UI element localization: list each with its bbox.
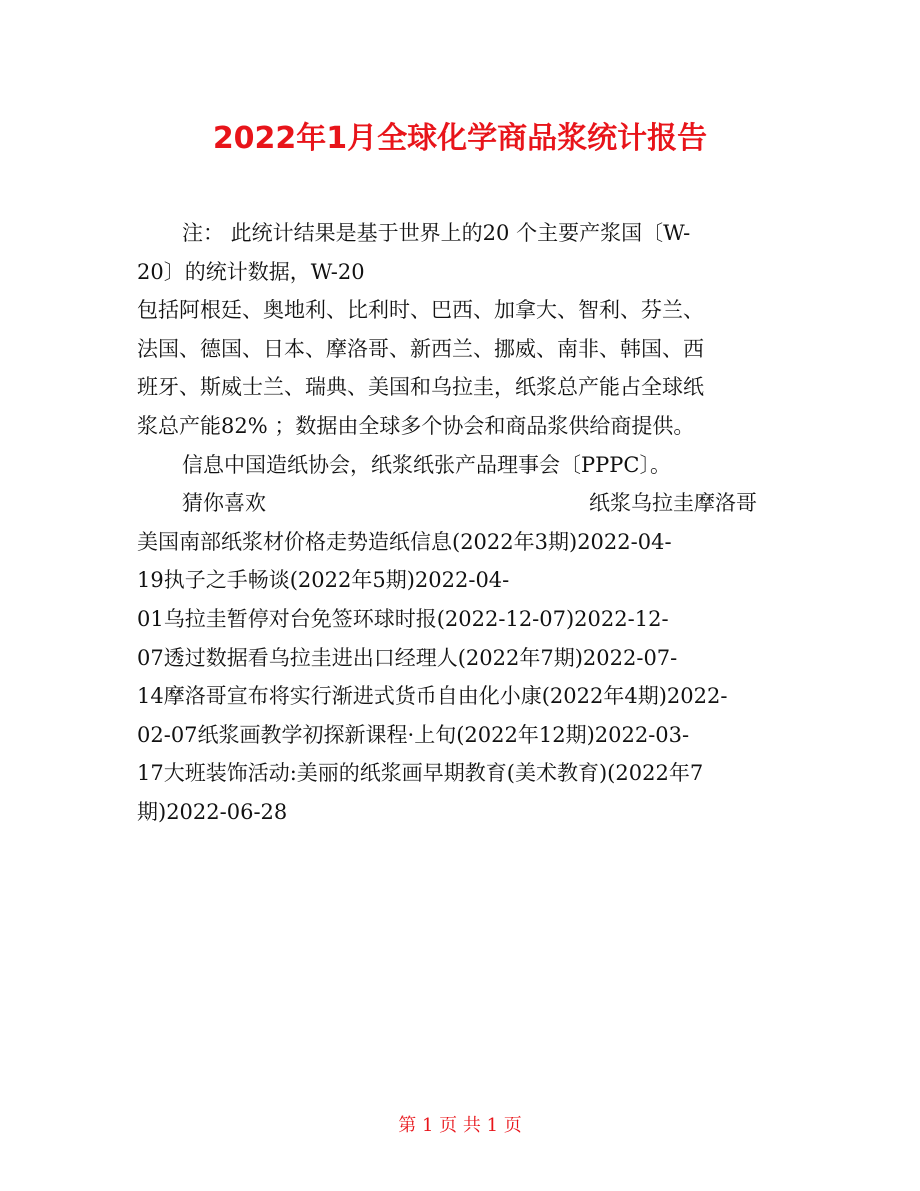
note-line-4: 法国、德国、日本、摩洛哥、新西兰、挪威、南非、韩国、西 [137,336,704,361]
related-line-1[interactable]: 美国南部纸浆材价格走势造纸信息(2022年3期)2022-04- [137,529,672,554]
related-line-3[interactable]: 01乌拉圭暂停对台免签环球时报(2022-12-07)2022-12- [137,606,669,631]
related-line-7[interactable]: 17大班装饰活动:美丽的纸浆画早期教育(美术教育)(2022年7 [137,761,704,786]
related-line-8[interactable]: 期)2022-06-28 [137,799,288,824]
document-body [137,214,797,832]
page-number-footer: 第 1 页 共 1 页 [398,1115,522,1136]
note-line-1: 注： 此统计结果是基于世界上的20 个主要产浆国〔W- [182,221,691,245]
note-line-3: 包括阿根廷、奥地利、比利时、巴西、加拿大、智利、芬兰、 [137,298,704,323]
note-line-6: 浆总产能82% ；数据由全球多个协会和商品浆供给商提供。 [137,413,695,438]
related-line-4[interactable]: 07透过数据看乌拉圭进出口经理人(2022年7期)2022-07- [137,645,678,670]
related-line-2[interactable]: 19执子之手畅谈(2022年5期)2022-04- [137,568,510,593]
related-line-5[interactable]: 14摩洛哥宣布将实行渐进式货币自由化小康(2022年4期)2022- [137,684,728,709]
note-line-2: 20〕的统计数据，W-20 [137,259,365,284]
guess-you-like-keywords: 纸浆乌拉圭摩洛哥 [589,491,757,516]
guess-you-like-label: 猜你喜欢 [182,491,266,516]
source-line: 信息中国造纸协会，纸浆纸张产品理事会〔PPPC〕。 [182,452,671,477]
document-title: 2022年1月全球化学商品浆统计报告 [212,121,708,156]
guess-you-like-row [137,484,797,523]
related-line-6[interactable]: 02-07纸浆画教学初探新课程·上旬(2022年12期)2022-03- [137,722,690,747]
note-line-5: 班牙、斯威士兰、瑞典、美国和乌拉圭，纸浆总产能占全球纸 [137,375,704,400]
